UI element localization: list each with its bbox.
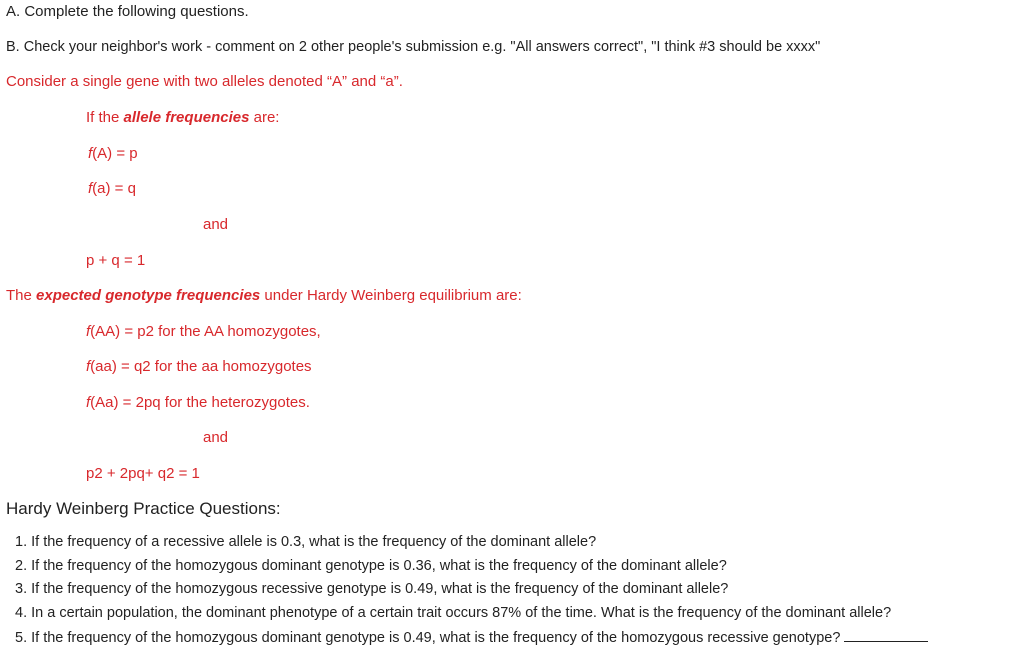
instruction-b: B. Check your neighbor's work - comment on 2 other people's submission e.g. "All answers correct", "I think #3 should be xxxx" bbox=[6, 39, 821, 55]
allele-emphasis: allele frequencies bbox=[123, 109, 250, 126]
answer-blank[interactable] bbox=[844, 627, 928, 642]
formula-faa-f: f bbox=[86, 358, 91, 375]
formula-fAa bbox=[86, 393, 310, 413]
and-connector-2: and bbox=[203, 429, 229, 446]
formula-faa-rest: (aa) = q2 for the aa homozygotes bbox=[90, 358, 312, 375]
question-5: 5. If the frequency of the homozygous dominant genotype is 0.49, what is the frequency of the homozygous recessive genotype? bbox=[15, 630, 841, 646]
question-5-line bbox=[15, 627, 928, 648]
allele-suffix: are: bbox=[249, 109, 280, 126]
question-1: 1. If the frequency of a recessive allele is 0.3, what is the frequency of the dominant allele? bbox=[15, 534, 597, 550]
question-4: 4. In a certain population, the dominant phenotype of a certain trait occurs 87% of the time. What is the frequency of the dominant allele? bbox=[15, 605, 892, 621]
formula-fAA-rest: (AA) = p2 for the AA homozygotes, bbox=[90, 323, 321, 340]
instruction-a: A. Complete the following questions. bbox=[6, 3, 249, 20]
formula-fAA bbox=[86, 322, 321, 342]
genotype-emphasis: expected genotype frequencies bbox=[36, 287, 261, 304]
formula-fa-rest: (a) = q bbox=[92, 180, 136, 197]
formula-fAa-rest: (Aa) = 2pq for the heterozygotes. bbox=[90, 394, 310, 411]
allele-prefix: If the bbox=[86, 109, 124, 126]
and-connector-1: and bbox=[203, 216, 229, 233]
genotype-prefix: The bbox=[6, 287, 37, 304]
genotype-suffix: Hardy Weinberg equilibrium are: bbox=[306, 287, 522, 304]
formula-fAa-f: f bbox=[86, 394, 91, 411]
formula-hardy-weinberg-sum: p2 + 2pq+ q2 = 1 bbox=[86, 465, 200, 482]
formula-fa bbox=[88, 179, 136, 199]
formula-fA-f: f bbox=[88, 145, 93, 162]
question-3: 3. If the frequency of the homozygous recessive genotype is 0.49, what is the frequency of the dominant allele? bbox=[15, 581, 729, 597]
formula-fAA-f: f bbox=[86, 323, 91, 340]
formula-fA-rest: (A) = p bbox=[92, 145, 138, 162]
allele-frequency-intro bbox=[86, 108, 279, 128]
intro-text: Consider a single gene with two alleles denoted “A” and “a”. bbox=[6, 73, 403, 90]
formula-p-plus-q: p + q = 1 bbox=[86, 252, 146, 269]
formula-fA bbox=[88, 144, 138, 164]
question-2: 2. If the frequency of the homozygous dominant genotype is 0.36, what is the frequency of the dominant allele? bbox=[15, 558, 727, 574]
formula-fa-f: f bbox=[88, 180, 93, 197]
genotype-middle: under bbox=[260, 287, 307, 304]
formula-faa bbox=[86, 357, 312, 377]
practice-heading: Hardy Weinberg Practice Questions: bbox=[6, 499, 281, 518]
genotype-frequency-intro bbox=[6, 286, 522, 306]
